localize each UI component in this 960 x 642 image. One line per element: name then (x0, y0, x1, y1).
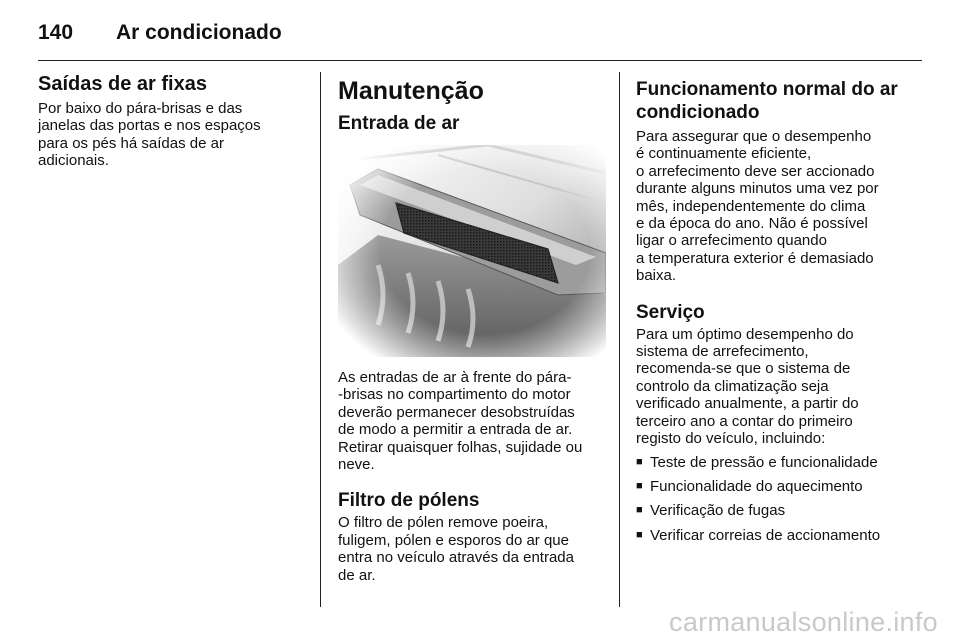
list-item: ■ Verificar correias de accionamento (636, 526, 881, 544)
list-item: ■ Funcionalidade do aquecimento (636, 477, 863, 495)
section-title-maintenance: Manutenção (338, 77, 484, 105)
heading-service: Serviço (636, 301, 705, 323)
heading-pollen-filter: Filtro de pólens (338, 490, 480, 512)
heading-fixed-vents: Saídas de ar fixas (38, 73, 207, 95)
square-bullet-icon: ■ (636, 528, 643, 541)
watermark: carmanualsonline.info (669, 607, 938, 637)
service-checklist (636, 454, 906, 545)
header-divider (38, 60, 922, 61)
page-header (38, 18, 282, 48)
paragraph-air-intake: As entradas de ar à frente do pára- -brisas no compartimento do motor deverão permanecer desobstruídas de modo a permitir a entrada de ar. Retirar quaisquer folhas, sujidade ou neve. (338, 369, 583, 474)
paragraph-pollen-filter: O filtro de pólen remove poeira, fuligem, pólen e esporos do ar que entra no veículo através da entrada de ar. (338, 514, 574, 584)
square-bullet-icon: ■ (636, 479, 643, 492)
heading-air-intake: Entrada de ar (338, 113, 460, 134)
square-bullet-icon: ■ (636, 504, 643, 517)
column-divider-1 (320, 72, 321, 607)
square-bullet-icon: ■ (636, 455, 643, 468)
page-number: 140 (38, 21, 74, 44)
paragraph-normal-operation: Para assegurar que o desempenho é continuamente eficiente, o arrefecimento deve ser accionado durante alguns minutos uma vez por mês, independentemente do clima e da época do ano. Não é possível ligar o arrefecimento quando a temperatura exterior é demasiado baixa. (636, 128, 879, 285)
air-intake-illustration (338, 145, 606, 357)
list-item: ■ Teste de pressão e funcionalidade (636, 453, 878, 471)
paragraph-fixed-vents: Por baixo do pára-brisas e das janelas das portas e nos espaços para os pés há saídas de ar adicionais. (38, 100, 261, 170)
list-item: ■ Verificação de fugas (636, 502, 786, 520)
heading-normal-operation: Funcionamento normal do ar condicionado (636, 79, 898, 123)
column-middle (338, 72, 606, 584)
column-right (636, 72, 906, 551)
paragraph-service: Para um óptimo desempenho do sistema de arrefecimento, recomenda-se que o sistema de controlo da climatização seja verificado anualmente, a partir do terceiro ano a contar do primeiro registo do veículo, incluindo: (636, 325, 859, 448)
column-divider-2 (619, 72, 620, 607)
column-left (38, 72, 300, 170)
chapter-title: Ar condicionado (116, 21, 282, 44)
